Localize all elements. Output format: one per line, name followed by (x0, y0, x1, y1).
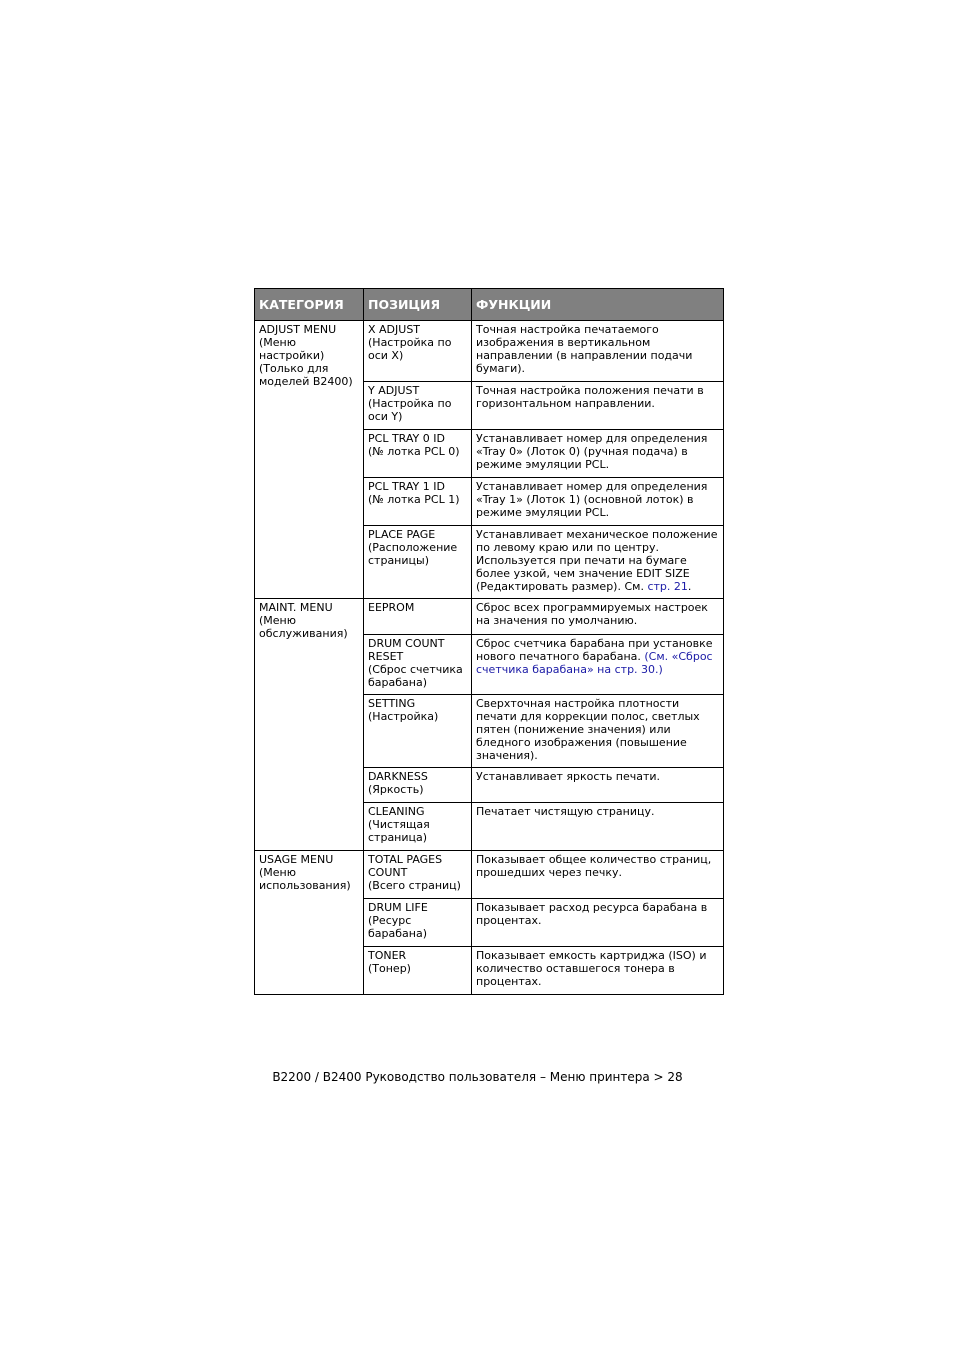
drum-reset-reference-link[interactable]: (См. «Сброс счетчика барабана» на стр. 30.) (476, 650, 713, 676)
item-label: PCL TRAY 1 ID (№ лотка PCL 1) (368, 480, 460, 506)
item-label: CLEANING (Чистящая страница) (368, 805, 430, 844)
item-label: PLACE PAGE (Расположение страницы) (368, 528, 458, 567)
table-row (255, 851, 724, 899)
item-cell (364, 695, 472, 768)
function-cell (472, 478, 724, 526)
page-reference-link[interactable]: стр. 21 (647, 580, 688, 593)
function-text: Сброс всех программируемых настроек на значения по умолчанию. (476, 601, 708, 627)
function-text: Устанавливает номер для определения «Tray 1» (Лоток 1) (основной лоток) в режиме эмуляции PCL. (476, 480, 708, 519)
function-cell (472, 321, 724, 382)
table-header-row (255, 289, 724, 321)
page-footer: B2200 / B2400 Руководство пользователя – Меню принтера > 28 (272, 1070, 683, 1084)
category-label: USAGE MENU (Меню использования) (259, 853, 351, 892)
item-label: TOTAL PAGES COUNT (Всего страниц) (368, 853, 461, 892)
function-text: Показывает емкость картриджа (ISO) и количество оставшегося тонера в процентах. (476, 949, 707, 988)
function-text: Устанавливает механическое положение по левому краю или по центру. Используется при печати на бумаге более узкой, чем значение EDIT SIZE (Редактировать размер). См. (476, 528, 718, 593)
item-label: DRUM LIFE (Ресурс барабана) (368, 901, 428, 940)
item-cell (364, 430, 472, 478)
function-cell (472, 382, 724, 430)
function-cell (472, 851, 724, 899)
function-cell (472, 599, 724, 635)
item-cell (364, 526, 472, 599)
item-cell (364, 382, 472, 430)
item-cell (364, 899, 472, 947)
item-label: PCL TRAY 0 ID (№ лотка PCL 0) (368, 432, 460, 458)
function-cell (472, 947, 724, 995)
function-cell (472, 430, 724, 478)
item-label: EEPROM (368, 601, 415, 614)
function-text: Устанавливает номер для определения «Tray 0» (Лоток 0) (ручная подача) в режиме эмуляции PCL. (476, 432, 708, 471)
function-text: Показывает общее количество страниц, прошедших через печку. (476, 853, 712, 879)
item-cell (364, 803, 472, 851)
function-cell (472, 635, 724, 695)
function-text: Сброс счетчика барабана при установке нового печатного барабана. (476, 637, 713, 663)
function-cell (472, 803, 724, 851)
category-cell-adjust-menu (255, 321, 364, 599)
item-cell (364, 851, 472, 899)
function-text: Показывает расход ресурса барабана в процентах. (476, 901, 708, 927)
category-cell-maint-menu (255, 599, 364, 851)
item-label: Y ADJUST (Настройка по оси Y) (368, 384, 452, 423)
table-row (255, 599, 724, 635)
function-cell (472, 899, 724, 947)
table-row (255, 321, 724, 382)
function-cell (472, 526, 724, 599)
function-text-end: . (687, 580, 692, 593)
item-label: X ADJUST (Настройка по оси X) (368, 323, 452, 362)
item-label: SETTING (Настройка) (368, 697, 439, 723)
item-cell (364, 478, 472, 526)
function-cell (472, 768, 724, 803)
header-item: ПОЗИЦИЯ (364, 289, 472, 321)
item-label: DRUM COUNT RESET (Сброс счетчика барабана) (368, 637, 463, 689)
function-cell (472, 695, 724, 768)
category-label: MAINT. MENU (Меню обслуживания) (259, 601, 348, 640)
item-cell (364, 635, 472, 695)
item-cell (364, 321, 472, 382)
category-cell-usage-menu (255, 851, 364, 995)
item-label: DARKNESS (Яркость) (368, 770, 428, 796)
header-category: КАТЕГОРИЯ (255, 289, 364, 321)
function-text: Точная настройка печатаемого изображения в вертикальном направлении (в направлении подачи бумаги). (476, 323, 693, 375)
function-text: Точная настройка положения печати в горизонтальном направлении. (476, 384, 704, 410)
item-label: TONER (Тонер) (368, 949, 411, 975)
function-text: Сверхточная настройка плотности печати для коррекции полос, светлых пятен (понижение значения) или бледного изображения (повышение значения). (476, 697, 700, 762)
category-label: ADJUST MENU (Меню настройки) (Только для моделей B2400) (259, 323, 353, 388)
header-function: ФУНКЦИИ (472, 289, 724, 321)
printer-menu-table (254, 288, 724, 995)
item-cell (364, 947, 472, 995)
function-text: Устанавливает яркость печати. (476, 770, 661, 783)
function-text: Печатает чистящую страницу. (476, 805, 655, 818)
item-cell (364, 768, 472, 803)
item-cell (364, 599, 472, 635)
